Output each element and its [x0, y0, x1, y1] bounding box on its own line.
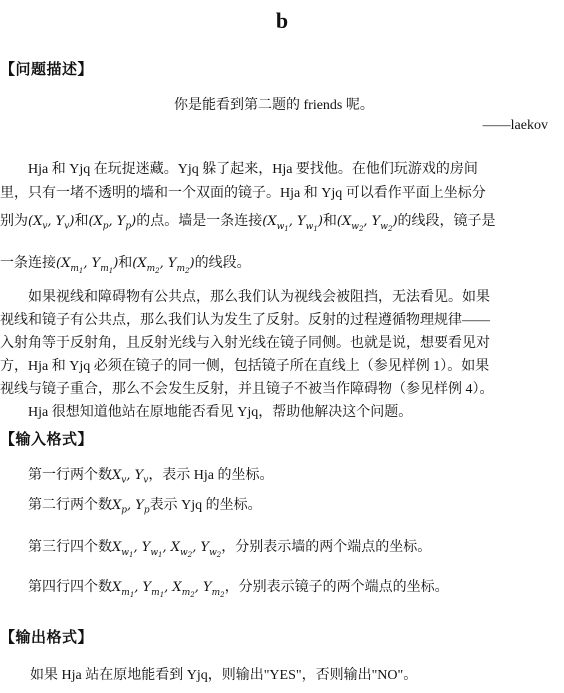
text-fragment: 别为 [0, 214, 28, 229]
text-fragment: ，表示 Hja 的坐标。 [148, 468, 274, 483]
text-fragment: ，分别表示墙的两个端点的坐标。 [221, 540, 432, 555]
math-mirror-point1: ($X_{m_1}$, $Y_{m_1}$) [56, 256, 119, 275]
problem-p2-line5: 视线与镜子重合，那么不会发生反射，并且镜子不被当作障碍物（参见样例 4）。 [0, 382, 494, 397]
text-fragment: 一条连接 [0, 256, 56, 271]
problem-p2-line2: 视线和镜子有公共点，那么我们认为发生了反射。反射的过程遵循物理规律—— [0, 313, 490, 328]
text-fragment: 第三行四个数 [28, 540, 112, 555]
text-fragment: 第二行两个数 [28, 498, 112, 513]
text-fragment: 和 [322, 214, 337, 229]
input-line1 [28, 464, 274, 486]
math-hja-coords: ($X_v$, $Y_v$) [28, 214, 75, 232]
problem-p1-line4 [0, 252, 251, 275]
math-wall-point1: ($X_{w_1}$, $Y_{w_1}$) [262, 214, 323, 233]
text-fragment: 的线段，镜子是 [397, 214, 496, 229]
section-heading-problem: 【问题描述】 [0, 60, 94, 78]
math-yjq-coords: $X_p$, $Y_p$ [112, 498, 150, 516]
text-fragment: 和 [74, 214, 89, 229]
math-yjq-coords: ($X_p$, $Y_p$) [88, 214, 137, 232]
math-mirror-point2: ($X_{m_2}$, $Y_{m_2}$) [132, 256, 195, 275]
text-fragment: 和 [118, 256, 133, 271]
text-fragment: 表示 Yjq 的坐标。 [149, 498, 262, 513]
section-heading-output: 【输出格式】 [0, 628, 94, 646]
text-fragment: 的点。墙是一条连接 [136, 214, 263, 229]
input-line2 [28, 494, 262, 516]
problem-p1-line2: 里，只有一堵不透明的墙和一个双面的镜子。Hja 和 Yjq 可以看作平面上坐标分 [0, 186, 486, 201]
epigraph-author: ——laekov [482, 118, 548, 133]
problem-p2-line3: 入射角等于反射角，且反射光线与入射光线在镜子同侧。也就是说，想要看见对 [0, 336, 490, 351]
text-fragment: 的线段。 [194, 256, 251, 271]
math-wall-coords: $X_{w_1}$, $Y_{w_1}$, $X_{w_2}$, $Y_{w_2}$ [112, 540, 222, 559]
input-line3 [28, 536, 431, 559]
problem-p2-line1: 如果视线和障碍物有公共点，那么我们认为视线会被阻挡，无法看见。如果 [28, 290, 490, 305]
section-heading-input: 【输入格式】 [0, 430, 94, 448]
problem-title: b [275, 8, 289, 33]
input-line4 [28, 576, 449, 599]
text-fragment: 第一行两个数 [28, 468, 112, 483]
problem-p2-line4: 方，Hja 和 Yjq 必须在镜子的同一侧，包括镜子所在直线上（参见样例 1）。如果 [0, 359, 490, 374]
text-fragment: 第四行四个数 [28, 580, 112, 595]
math-mirror-coords: $X_{m_1}$, $Y_{m_1}$, $X_{m_2}$, $Y_{m_2}$ [112, 580, 225, 599]
math-wall-point2: ($X_{w_2}$, $Y_{w_2}$) [336, 214, 398, 233]
problem-p1-line3 [0, 210, 496, 233]
problem-p3-line1: Hja 很想知道他站在原地能否看见 Yjq，帮助他解决这个问题。 [28, 405, 413, 420]
math-hja-coords: $X_v$, $Y_v$ [112, 468, 149, 486]
epigraph-quote: 你是能看到第二题的 friends 呢。 [174, 98, 374, 113]
problem-p1-line1: Hja 和 Yjq 在玩捉迷藏。Yjq 躲了起来，Hja 要找他。在他们玩游戏的房间 [28, 162, 478, 177]
output-line1: 如果 Hja 站在原地能看到 Yjq，则输出"YES"，否则输出"NO"。 [30, 668, 418, 683]
text-fragment: ，分别表示镜子的两个端点的坐标。 [224, 580, 449, 595]
